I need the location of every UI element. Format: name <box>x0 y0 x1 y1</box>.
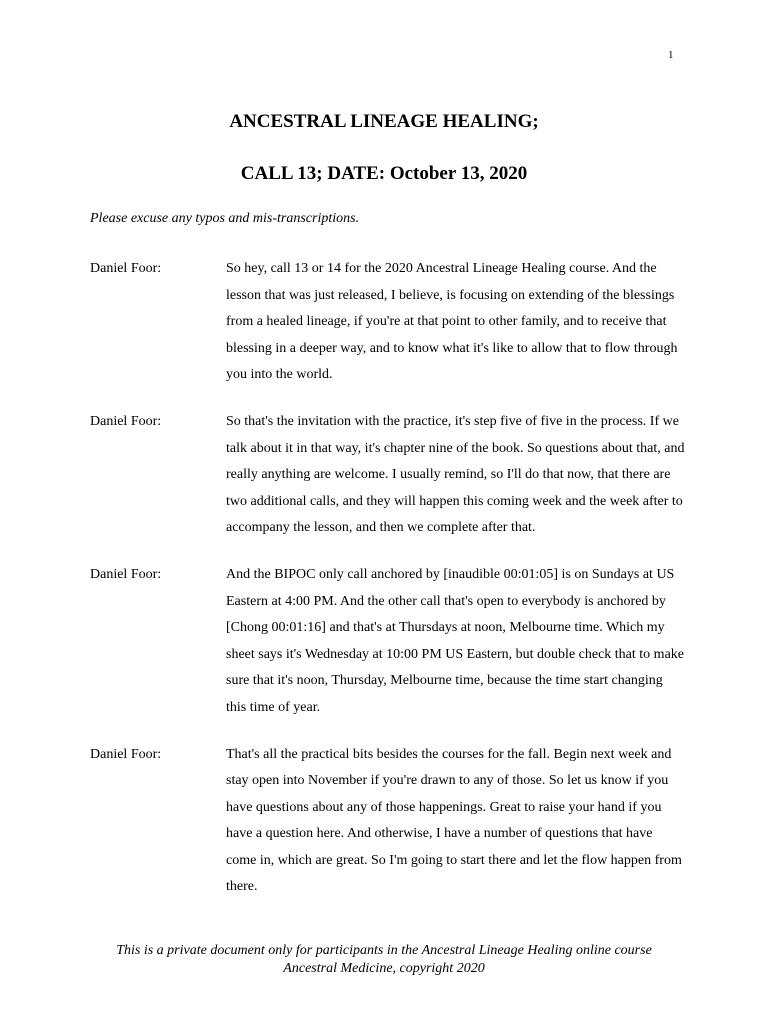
transcription-disclaimer: Please excuse any typos and mis-transcriptions. <box>90 211 360 226</box>
document-title: ANCESTRAL LINEAGE HEALING; <box>229 111 539 132</box>
speaker-name: Daniel Foor: <box>90 566 162 582</box>
footer-notice: This is a private document only for participants in the Ancestral Lineage Healing online course <box>116 943 652 958</box>
transcript-entry <box>90 562 690 722</box>
speaker-name: Daniel Foor: <box>90 413 162 429</box>
speaker-text: That's all the practical bits besides the courses for the fall. Begin next week and stay open into November if you're drawn to any of those. So let us know if you have questions about any of those happenings. Great to raise your hand if you have a question here. And otherwise, I have a number of questions that have come in, which are great. So I'm going to start there and let the flow happen from there. <box>226 746 682 895</box>
page-number: 1 <box>668 49 674 61</box>
speaker-name: Daniel Foor: <box>90 261 162 276</box>
speaker-text: So that's the invitation with the practice, it's step five of five in the process. If we talk about it in that way, it's chapter nine of the book. So questions about that, and really anything are welcome. I usually remind, so I'll do that now, that there are two additional calls, and they will happen this coming week and the week after to accompany the lesson, and then we complete after that. <box>226 413 685 536</box>
transcript-entry <box>90 256 690 389</box>
page-footer <box>0 942 768 978</box>
transcript-body <box>90 256 690 921</box>
call-date-heading: CALL 13; DATE: October 13, 2020 <box>240 163 528 184</box>
speaker-text: And the BIPOC only call anchored by [inaudible 00:01:05] is on Sundays at US Eastern at 4:00 PM. And the other call that's open to everybody is anchored by [Chong 00:01:16] and that's at Thursdays at noon, Melbourne time. Which my sheet says it's Wednesday at 10:00 PM US Eastern, but double check that to make sure that it's noon, Thursday, Melbourne time, because the time start changing this time of year. <box>226 566 684 715</box>
speaker-name: Daniel Foor: <box>90 746 162 762</box>
transcript-entry <box>90 742 690 902</box>
transcript-entry <box>90 409 690 542</box>
footer-copyright: Ancestral Medicine, copyright 2020 <box>283 961 485 976</box>
speaker-text: So hey, call 13 or 14 for the 2020 Ancestral Lineage Healing course. And the lesson that was just released, I believe, is focusing on extending of the blessings from a healed lineage, if you're at that point to other family, and to receive that blessing in a deeper way, and to know what it's like to allow that to flow through you into the world. <box>226 261 678 383</box>
